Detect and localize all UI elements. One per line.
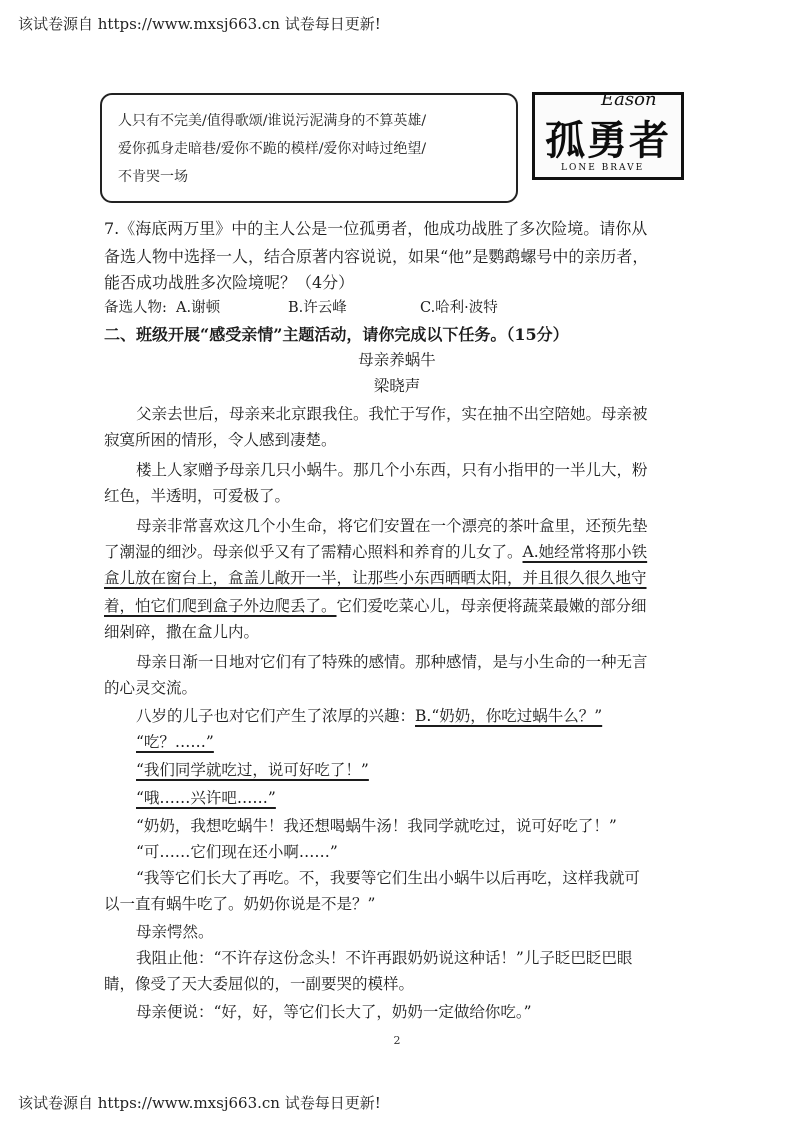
text-segment: 八岁的儿子也对它们产生了浓厚的兴趣： (136, 707, 416, 725)
options-label: 备选人物: (104, 300, 167, 316)
dialogue-line: 母亲愕然。 (136, 923, 214, 941)
dialogue-line: 睛，像受了天大委屈似的，一副要哭的模样。 (104, 975, 415, 993)
article-paragraph-line (104, 594, 647, 616)
article-paragraph-line: 母亲日渐一日地对它们有了特殊的感情。那种感情，是与小生命的一种无言 (136, 653, 648, 671)
dialogue-line: “可……它们现在还小啊……” (136, 843, 338, 861)
logo-signature: Eason (601, 89, 657, 110)
question-7-line: 能否成功战胜多次险境呢？（4分） (104, 273, 355, 292)
quote-line: 不肯哭一场 (118, 169, 188, 185)
underlined-dialogue-b-line: “吃？……” (136, 733, 214, 751)
underlined-sentence-a-end: 着，怕它们爬到盒子外边爬丢了。 (104, 597, 337, 615)
question-7-line: 备选人物中选择一人，结合原著内容说说，如果“他”是鹦鹉螺号中的亲历者， (104, 247, 649, 266)
underlined-dialogue-b-line: “我们同学就吃过，说可好吃了！” (136, 761, 369, 779)
quote-line: 人只有不完美/值得歌颂/谁说污泥满身的不算英雄/ (118, 113, 427, 129)
song-logo-image (532, 89, 684, 180)
option-b: B.许云峰 (288, 300, 347, 316)
option-a: A.谢顿 (176, 300, 221, 316)
article-paragraph-line: 细剁碎，撒在盒儿内。 (104, 623, 260, 641)
article-paragraph-line (104, 540, 647, 562)
quote-line: 爱你孤身走暗巷/爱你不跪的模样/爱你对峙过绝望/ (118, 141, 427, 157)
underlined-sentence-a-line: 盒儿放在窗台上，盒盖儿敞开一半，让那些小东西晒晒太阳，并且很久很久地守 (104, 569, 647, 587)
underlined-sentence-a: A.她经常将那小铁 (522, 543, 648, 561)
article-paragraph-line: 的心灵交流。 (104, 679, 198, 697)
dialogue-line: 母亲便说：“好，好，等它们长大了，奶奶一定做给你吃。” (136, 1003, 532, 1021)
dialogue-line: “我等它们长大了再吃。不，我要等它们生出小蜗牛以后再吃，这样我就可 (136, 869, 640, 887)
dialogue-line: 以一直有蜗牛吃了。奶奶你说是不是？” (104, 895, 376, 913)
page-header-source: 该试卷源自 https://www.mxsj663.cn 试卷每日更新! (18, 15, 381, 33)
article-paragraph-line (136, 704, 602, 726)
underlined-dialogue-b: B.“奶奶，你吃过蜗牛么？” (415, 707, 603, 725)
option-c: C.哈利·波特 (420, 300, 498, 316)
article-author: 梁晓声 (373, 377, 421, 395)
article-paragraph-line: 红色，半透明，可爱极了。 (104, 487, 291, 505)
page-number: 2 (393, 1034, 401, 1047)
dialogue-line: 我阻止他：“不许存这份念头！不许再跟奶奶说这种话！”儿子眨巴眨巴眼 (136, 949, 633, 967)
text-segment: 它们爱吃菜心儿，母亲便将蔬菜最嫩的部分细 (336, 597, 647, 615)
article-paragraph-line: 寂寞所困的情形，令人感到凄楚。 (104, 431, 337, 449)
underlined-dialogue-b-line: “哦……兴许吧……” (136, 789, 276, 807)
lyrics-quote-box (100, 93, 518, 203)
article-title: 母亲养蜗牛 (358, 351, 436, 369)
article-paragraph-line: 父亲去世后，母亲来北京跟我住。我忙于写作，实在抽不出空陪她。母亲被 (136, 405, 648, 423)
article-paragraph-line: 楼上人家赠予母亲几只小蜗牛。那几个小东西，只有小指甲的一半儿大，粉 (136, 461, 648, 479)
logo-title: 孤勇者 (545, 117, 671, 164)
logo-subtitle: LONE BRAVE (561, 163, 645, 173)
dialogue-line: “奶奶，我想吃蜗牛！我还想喝蜗牛汤！我同学就吃过，说可好吃了！” (136, 817, 617, 835)
page-footer-source: 该试卷源自 https://www.mxsj663.cn 试卷每日更新! (18, 1094, 381, 1112)
article-paragraph-line: 母亲非常喜欢这几个小生命，将它们安置在一个漂亮的茶叶盒里，还预先垫 (136, 517, 648, 535)
question-7-line: 7.《海底两万里》中的主人公是一位孤勇者，他成功战胜了多次险境。请你从 (104, 219, 648, 238)
text-segment: 了潮湿的细沙。母亲似乎又有了需精心照料和养育的儿女了。 (104, 543, 523, 561)
section-2-heading: 二、班级开展“感受亲情”主题活动，请你完成以下任务。（15分） (104, 325, 569, 344)
